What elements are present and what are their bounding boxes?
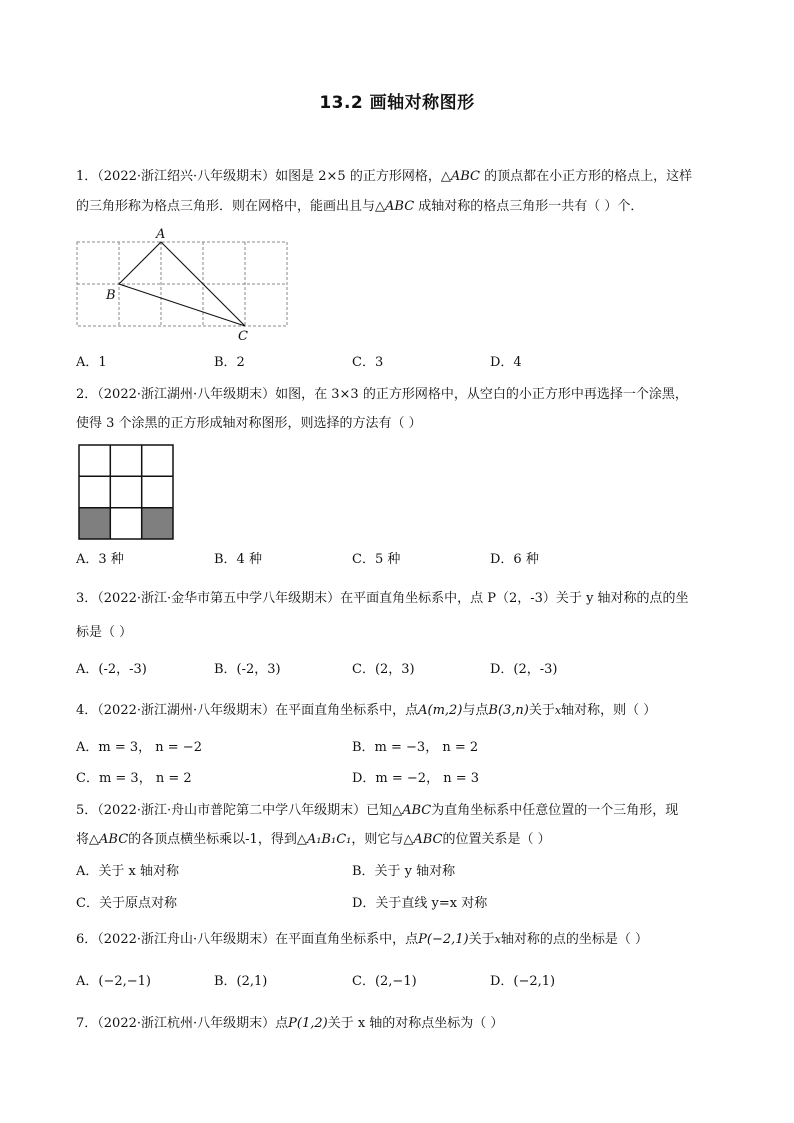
q1-option-d[interactable]: D．4 (490, 355, 522, 370)
q2-option-d[interactable]: D．6 种 (490, 552, 539, 567)
q5-line2: 将△ABC的各顶点横坐标乘以-1，得到△A₁B₁C₁，则它与△ABC的位置关系是（ ） (76, 832, 551, 847)
q2-grid-figure (78, 444, 176, 542)
q5-option-b[interactable]: B．关于 y 轴对称 (352, 864, 456, 879)
q6-option-a[interactable]: A．(−2,−1) (76, 974, 151, 989)
q4-option-c[interactable]: C．m = 3， n = 2 (76, 771, 192, 786)
q2-option-b[interactable]: B．4 种 (214, 552, 262, 567)
q4-option-a[interactable]: A．m = 3， n = −2 (76, 740, 202, 755)
page-title: 13.2 画轴对称图形 (319, 93, 475, 113)
q7-line: 7．（2022·浙江杭州·八年级期末）点P(1,2)关于 x 轴的对称点坐标为（ ） (76, 1016, 504, 1031)
q5-option-c[interactable]: C．关于原点对称 (76, 896, 177, 911)
shaded-square (79, 508, 110, 539)
q5-line1: 5．（2022·浙江·舟山市普陀第二中学八年级期末）已知△ABC为直角坐标系中任意位置的一个三角形，现 (76, 803, 679, 818)
label-a: A (156, 227, 166, 242)
shaded-square (142, 508, 173, 539)
label-c: C (238, 329, 248, 344)
q5-option-a[interactable]: A．关于 x 轴对称 (76, 864, 179, 879)
q3-option-c[interactable]: C．(2，3) (352, 662, 415, 677)
q3-line2: 标是（ ） (76, 625, 133, 640)
q3-line1: 3．（2022·浙江·金华市第五中学八年级期末）在平面直角坐标系中，点 P（2，-3）关于 y 轴对称的点的坐 (76, 591, 689, 606)
q4-option-b[interactable]: B．m = −3， n = 2 (352, 740, 479, 755)
q2-option-a[interactable]: A．3 种 (76, 552, 124, 567)
q3-option-b[interactable]: B．(-2，3) (214, 662, 281, 677)
q5-option-d[interactable]: D．关于直线 y=x 对称 (352, 896, 488, 911)
q1-line2: 的三角形称为格点三角形．则在网格中，能画出且与△ABC 成轴对称的格点三角形一共有（ ）个． (76, 199, 644, 214)
q1-option-c[interactable]: C．3 (352, 355, 384, 370)
q3-option-a[interactable]: A．(-2，-3) (76, 662, 147, 677)
q2-line1: 2．（2022·浙江湖州·八年级期末）如图，在 3×3 的正方形网格中，从空白的小正方形中再选择一个涂黑， (76, 387, 688, 402)
q1-line1: 1．（2022·浙江绍兴·八年级期末）如图是 2×5 的正方形网格，△ABC 的顶点都在小正方形的格点上，这样 (76, 169, 693, 184)
q4-line: 4．（2022·浙江湖州·八年级期末）在平面直角坐标系中，点A(m,2)与点B(3,n)关于x轴对称，则（ ） (76, 703, 657, 718)
q6-option-c[interactable]: C．(2,−1) (352, 974, 417, 989)
q4-option-d[interactable]: D．m = −2， n = 3 (352, 771, 480, 786)
q6-line: 6．（2022·浙江舟山·八年级期末）在平面直角坐标系中，点P(−2,1)关于x轴对称的点的坐标是（ ） (76, 932, 648, 947)
q6-option-d[interactable]: D．(−2,1) (490, 974, 556, 989)
q2-line2: 使得 3 个涂黑的正方形成轴对称图形，则选择的方法有（ ） (76, 416, 422, 431)
q6-option-b[interactable]: B．(2,1) (214, 974, 268, 989)
q2-option-c[interactable]: C．5 种 (352, 552, 401, 567)
q1-option-a[interactable]: A．1 (76, 355, 107, 370)
q3-option-d[interactable]: D．(2，-3) (490, 662, 558, 677)
q1-grid-figure (70, 222, 300, 344)
label-b: B (106, 288, 116, 303)
q1-option-b[interactable]: B．2 (214, 355, 245, 370)
